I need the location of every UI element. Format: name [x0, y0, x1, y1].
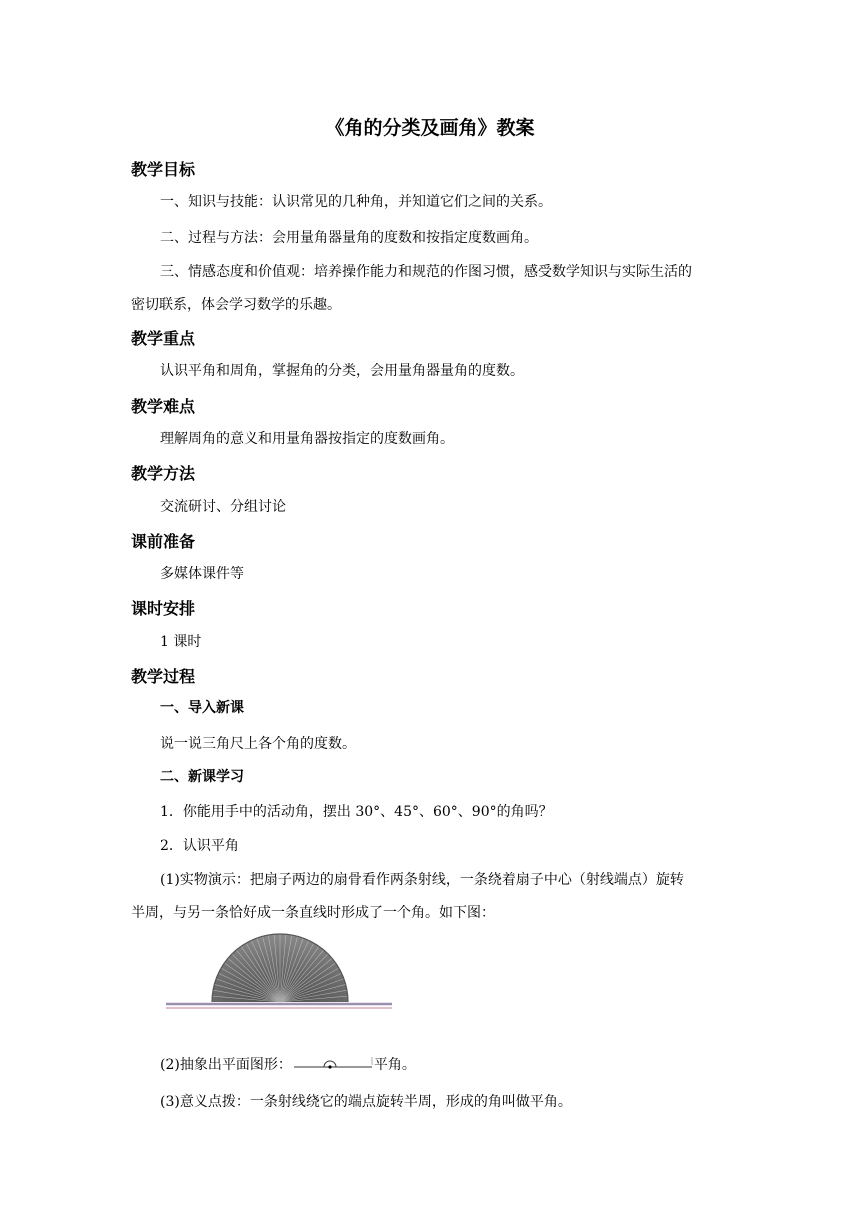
heading-methods: 教学方法 — [131, 464, 196, 483]
heading-process: 教学过程 — [131, 667, 196, 686]
item-2: 2．认识平角 — [160, 838, 239, 854]
item-2-1b: 半周，与另一条恰好成一条直线时形成了一个角。如下图： — [131, 905, 495, 921]
heading-key-points: 教学重点 — [131, 329, 196, 348]
heading-objectives: 教学目标 — [131, 160, 196, 179]
item-2-2-suffix: 平角。 — [373, 1057, 416, 1073]
objective-line-3a: 三、情感态度和价值观：培养操作能力和规范的作图习惯，感受数学知识与实际生活的 — [160, 264, 692, 280]
difficulties-text: 理解周角的意义和用量角器按指定的度数画角。 — [160, 431, 454, 447]
key-points-text: 认识平角和周角，掌握角的分类，会用量角器量角的度数。 — [160, 363, 524, 379]
intro-text: 说一说三角尺上各个角的度数。 — [160, 736, 356, 752]
page-title: 《角的分类及画角》教案 — [325, 117, 535, 139]
heading-difficulties: 教学难点 — [131, 397, 196, 416]
item-2-3: (3)意义点拨：一条射线绕它的端点旋转半周，形成的角叫做平角。 — [160, 1094, 572, 1110]
methods-text: 交流研讨、分组讨论 — [160, 499, 286, 515]
item-2-2-prefix: (2)抽象出平面图形： — [160, 1057, 292, 1073]
straight-angle-figure — [292, 1056, 374, 1074]
objective-line-1: 一、知识与技能：认识常见的几种角，并知道它们之间的关系。 — [160, 194, 552, 210]
fan-illustration — [160, 932, 400, 1021]
item-2-1a: (1)实物演示：把扇子两边的扇骨看作两条射线，一条绕着扇子中心（射线端点）旋转 — [160, 872, 684, 888]
item-2-2 — [160, 1054, 416, 1074]
item-1: 1．你能用手中的活动角，摆出 30°、45°、60°、90°的角吗？ — [160, 804, 553, 820]
objective-line-2: 二、过程与方法：会用量角器量角的度数和按指定度数画角。 — [160, 230, 538, 246]
heading-preparation: 课前准备 — [131, 532, 196, 551]
schedule-text: 1 课时 — [160, 634, 202, 650]
fan-image — [160, 932, 400, 1017]
heading-schedule: 课时安排 — [131, 599, 196, 618]
subheading-intro: 一、导入新课 — [160, 700, 244, 716]
subheading-new-lesson: 二、新课学习 — [160, 769, 244, 785]
preparation-text: 多媒体课件等 — [160, 566, 244, 582]
objective-line-3b: 密切联系，体会学习数学的乐趣。 — [131, 297, 341, 313]
